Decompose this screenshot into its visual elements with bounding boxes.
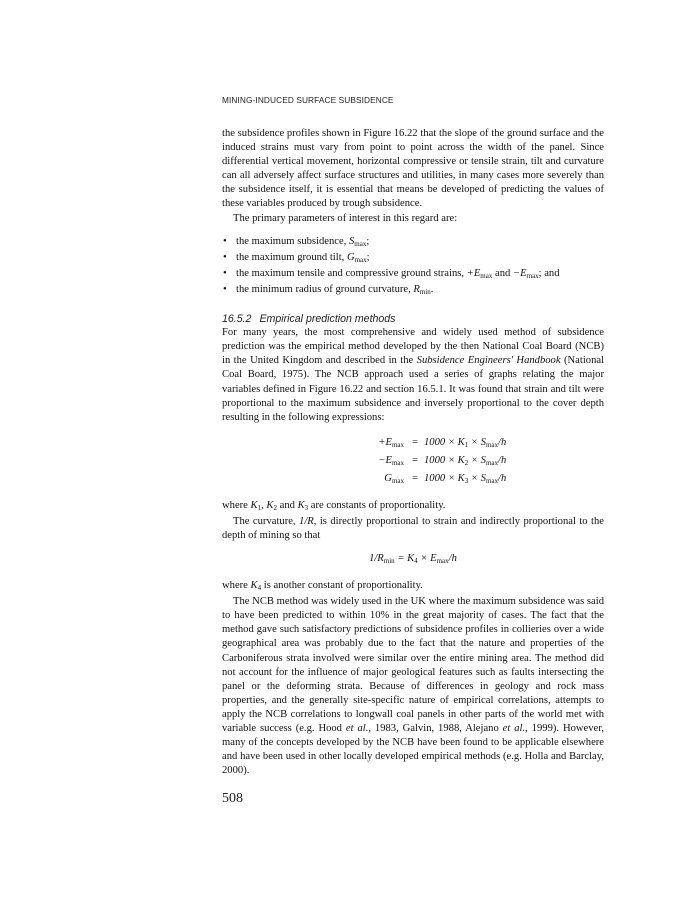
equation-row: $G_{max}$ = $1000 \times K_3 \times S_{max}/h$ [384,472,507,485]
paragraph-parameters-lead: The primary parameters of interest in this regard are: [233,212,458,224]
paragraph-constants: where $K_1$, $K_2$ and $K_3$ are constants of proportionality. [222,499,446,512]
parameter-list [222,235,604,299]
equation-block [222,435,604,489]
list-item: • the maximum ground tilt, $G_{max}$; [222,251,604,267]
page-number: 508 [222,791,243,806]
running-head: MINING-INDUCED SURFACE SUBSIDENCE [222,95,394,105]
book-title: Subsidence Engineers' Handbook [416,355,561,367]
list-item: • the minimum radius of ground curvature, $R_{min}$. [222,283,604,299]
paragraph-ncb-method: The NCB method was widely used in the UK where the maximum subsidence was said to have been predicted to within 10% in the great majority of cases. The fact that the method gave such satisfactory predictions of subsidence profiles in collieries over a wide geographical area was probably due to the fact that the nature and properties of the Carboniferous strata involved were similar over the entire mining area. The method did not account for the influence of major geological features such as faults intersecting the panel or the deforming strata. Because of differences in geology and rock mass properties, and the generally site-specific nature of empirical correlations, attempts to apply the NCB correlations to longwall coal panels in other parts of the world met with variable success (e.g. Hood et al., 1983, Galvin, 1988, Alejano et al., 1999). However, many of the concepts developed by the NCB have been found to be applicable elsewhere and have been used in other locally developed empirical methods (e.g. Holla and Barclay, 2000). [222,596,605,777]
section-number: 16.5.2 [222,313,252,326]
paragraph-intro: the subsidence profiles shown in Figure 16.22 that the slope of the ground surface and the induced strains must vary from point to point across the width of the panel. Since differential vertical movement, horizontal compressive or tensile strain, tilt and curvature can all adversely affect surface structures and utilities, in many cases more severely than the subsidence itself, it is essential that means be developed of predicting the values of these variables produced by trough subsidence. [222,128,604,210]
body-text [222,127,604,778]
curvature-equation: $1/R_{min} = K_4 \times E_{max}/h$ [369,553,457,566]
section-heading [222,312,604,326]
list-item: • the maximum tensile and compressive ground strains, $+E_{max}$ and $-E_{max}$; and [222,267,604,283]
equation-row: $+E_{max}$ = $1000 \times K_1 \times S_{max}/h$ [378,436,507,449]
list-item: • the maximum subsidence, $S_{max}$; [222,235,604,251]
section-title: Empirical prediction methods [259,313,396,326]
equation-row: $-E_{max}$ = $1000 \times K_2 \times S_{max}/h$ [378,454,507,467]
paragraph-k4: where $K_4$ is another constant of proportionality. [222,580,423,593]
paragraph-curvature: The curvature, 1/R, is directly proportional to strain and indirectly proportional to the depth of mining so that [222,515,604,541]
paragraph-empirical-method: For many years, the most comprehensive and widely used method of subsidence prediction was the empirical method developed by the then National Coal Board (NCB) in the United Kingdom and described in the Subsidence Engineers' Handbook (National Coal Board, 1975). The NCB approach used a series of graphs relating the major variables defined in Figure 16.22 and section 16.5.1. It was found that strain and tilt were proportional to the maximum subsidence and inversely proportional to the cover depth resulting in the following expressions: [222,327,605,423]
